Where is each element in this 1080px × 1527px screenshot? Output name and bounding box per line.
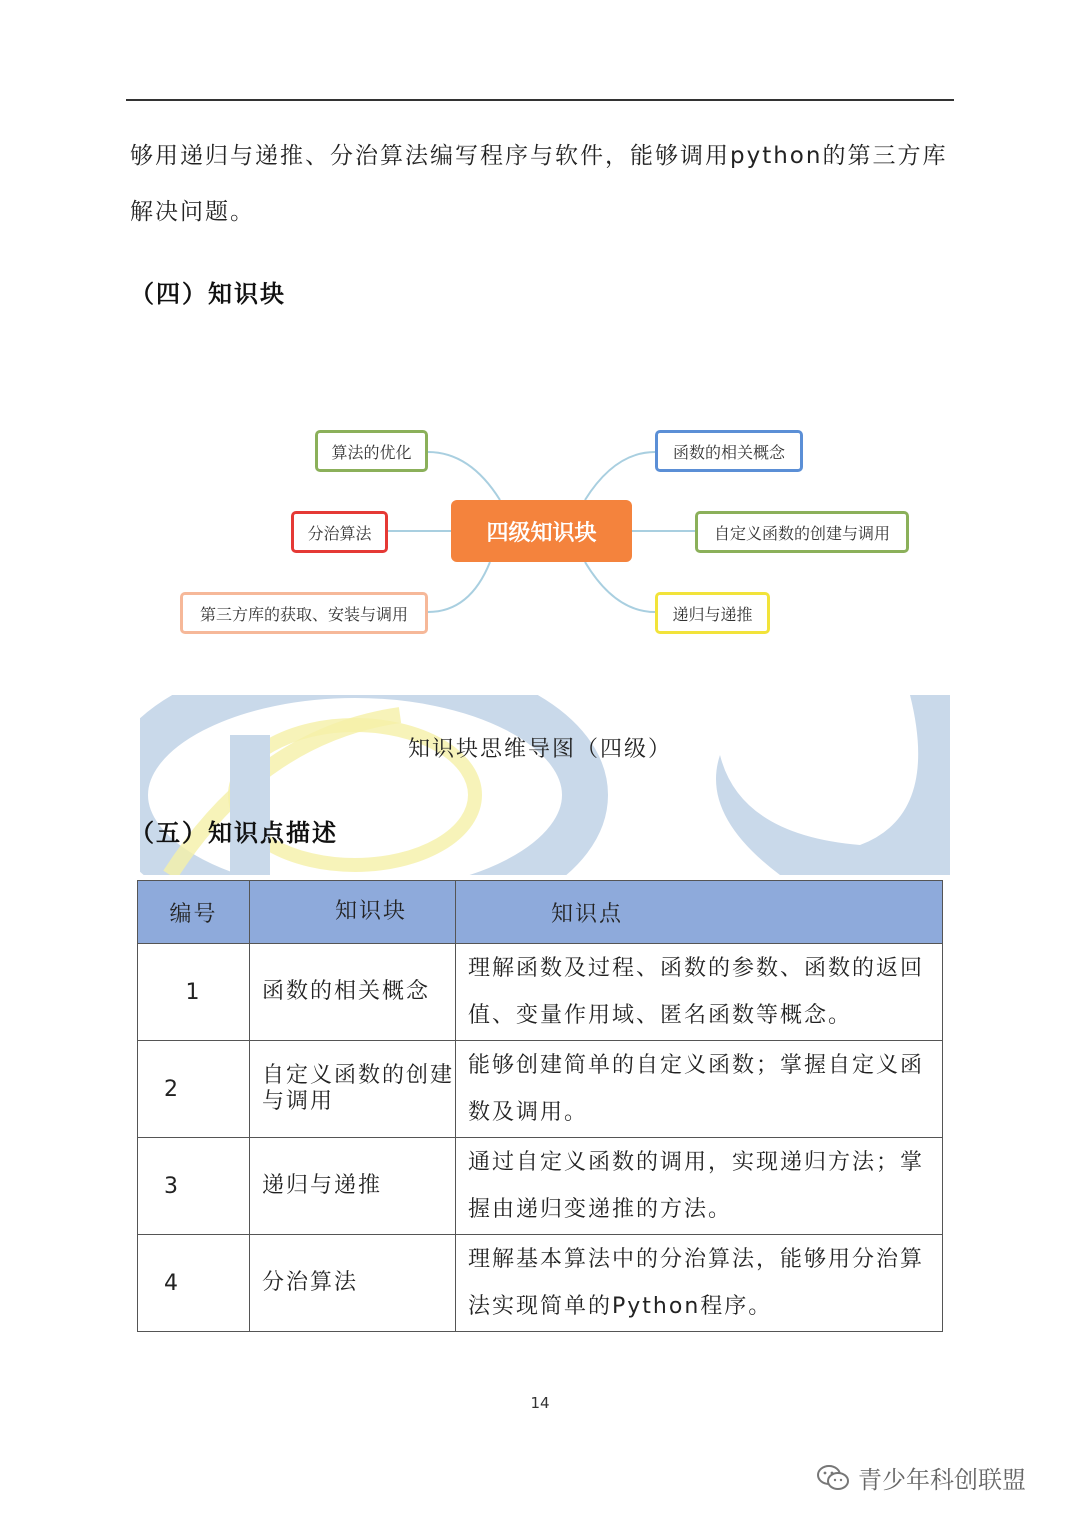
row-num: 4	[138, 1235, 250, 1332]
table-row	[138, 1138, 943, 1235]
section-4-heading: （四）知识块	[130, 280, 286, 308]
mindmap-node-third-party-library: 第三方库的获取、安装与调用	[180, 592, 428, 634]
header-num: 编号	[138, 881, 250, 944]
wechat-icon	[816, 1464, 850, 1492]
table-row	[138, 1041, 943, 1138]
top-rule	[126, 99, 954, 101]
row-block: 分治算法	[250, 1235, 456, 1332]
row-point: 能够创建简单的自定义函数；掌握自定义函数及调用。	[456, 1041, 943, 1138]
row-block: 函数的相关概念	[250, 944, 456, 1041]
mindmap-center-node: 四级知识块	[451, 500, 632, 562]
mindmap-node-divide-conquer: 分治算法	[291, 511, 388, 553]
row-num: 3	[138, 1138, 250, 1235]
watermark-logo	[140, 695, 950, 875]
row-point: 理解基本算法中的分治算法，能够用分治算法实现简单的Python程序。	[456, 1235, 943, 1332]
section-5-heading: （五）知识点描述	[130, 819, 338, 847]
row-point: 理解函数及过程、函数的参数、函数的返回值、变量作用域、匿名函数等概念。	[456, 944, 943, 1041]
mindmap-node-custom-function: 自定义函数的创建与调用	[695, 511, 909, 553]
row-num: 1	[138, 944, 250, 1041]
row-block: 自定义函数的创建与调用	[250, 1041, 456, 1138]
knowledge-point-table	[137, 880, 943, 1332]
row-num: 2	[138, 1041, 250, 1138]
row-block: 递归与递推	[250, 1138, 456, 1235]
mindmap-node-recursion: 递归与递推	[655, 592, 770, 634]
footer-brand	[816, 1460, 1026, 1495]
table-row	[138, 1235, 943, 1332]
footer-brand-text: 青少年科创联盟	[858, 1466, 1026, 1494]
mindmap-caption: 知识块思维导图（四级）	[407, 737, 672, 762]
table-row	[138, 944, 943, 1041]
row-point: 通过自定义函数的调用，实现递归方法；掌握由递归变递推的方法。	[456, 1138, 943, 1235]
intro-line-2: 解决问题。	[130, 199, 255, 225]
mindmap	[170, 420, 920, 650]
mindmap-node-function-concepts: 函数的相关概念	[655, 430, 803, 472]
mindmap-node-algorithm-optimization: 算法的优化	[315, 430, 428, 472]
header-point: 知识点	[456, 881, 943, 944]
header-block: 知识块	[250, 881, 456, 944]
table-header-row	[138, 881, 943, 944]
intro-line-1: 够用递归与递推、分治算法编写程序与软件，能够调用python的第三方库	[130, 143, 948, 169]
page-number: 14	[530, 1394, 550, 1412]
